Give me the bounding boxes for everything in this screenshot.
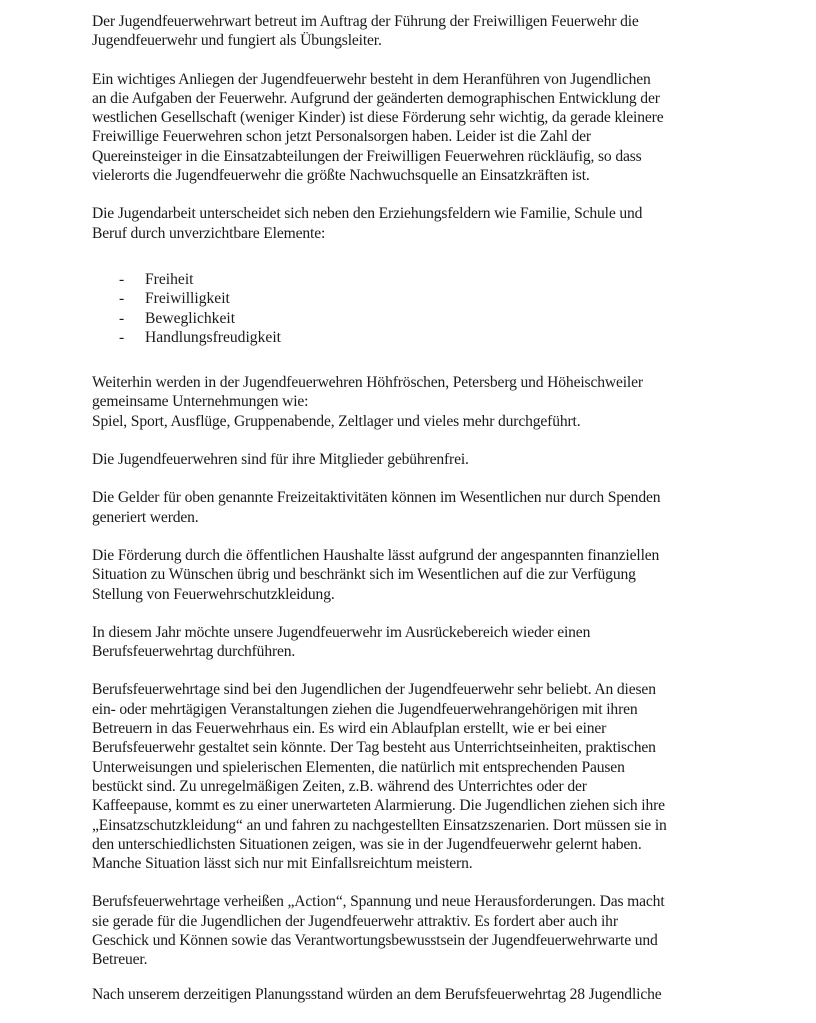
text-line: ein- oder mehrtägigen Veranstaltungen ziehen die Jugendfeuerwehrangehörigen mit ihren: [92, 700, 638, 718]
list-item: [92, 270, 742, 289]
text-line: westlichen Gesellschaft (weniger Kinder) ist diese Förderung sehr wichtig, da gerade kleinere: [92, 109, 664, 127]
text-line: Unterweisungen und spielerischen Elementen, die natürlich mit entsprechenden Pausen: [92, 758, 625, 776]
paragraph-gebuehrenfrei: [92, 450, 742, 469]
text-line: Freiwillige Feuerwehren schon jetzt Personalsorgen haben. Leider ist die Zahl der: [92, 128, 591, 146]
text-line: Nach unserem derzeitigen Planungsstand würden an dem Berufsfeuerwehrtag 28 Jugendliche: [92, 985, 662, 1003]
text-line: Betreuer.: [92, 951, 148, 969]
dash-bullet-icon: -: [119, 328, 125, 346]
text-line: den unterschiedlichsten Situationen zeigen, was sie in der Jugendfeuerwehr gelernt haben.: [92, 835, 642, 853]
text-line: an die Aufgaben der Feuerwehr. Aufgrund der geänderten demographischen Entwicklung der: [92, 89, 660, 107]
list-item: [92, 309, 742, 328]
text-line: Weiterhin werden in der Jugendfeuerwehren Höhfröschen, Petersberg und Höheischweiler: [92, 374, 643, 392]
paragraph-berufsfeuerwehrtage: [92, 680, 742, 873]
text-line: bestückt sind. Zu unregelmäßigen Zeiten, z.B. während des Unterrichtes oder der: [92, 777, 587, 795]
text-line: Situation zu Wünschen übrig und beschränkt sich im Wesentlichen auf die zur Verfügung: [92, 566, 636, 584]
paragraph-action: [92, 892, 742, 969]
text-line: Die Gelder für oben genannte Freizeitaktivitäten können im Wesentlichen nur durch Spenden: [92, 489, 661, 507]
paragraph-jugendarbeit: [92, 204, 742, 243]
dash-bullet-icon: -: [119, 309, 125, 327]
text-line: Die Jugendfeuerwehren sind für ihre Mitglieder gebührenfrei.: [92, 451, 469, 469]
text-line: Berufsfeuerwehrtage sind bei den Jugendlichen der Jugendfeuerwehr sehr beliebt. An diesen: [92, 681, 656, 699]
paragraph-planungsstand: [92, 985, 742, 1004]
text-line: Stellung von Feuerwehrschutzkleidung.: [92, 585, 335, 603]
text-line: Beruf durch unverzichtbare Elemente:: [92, 224, 326, 242]
paragraph-jugendfeuerwehrwart: [92, 12, 742, 51]
text-line: Jugendfeuerwehr und fungiert als Übungsleiter.: [92, 32, 382, 50]
document-page: [92, 12, 742, 1023]
dash-bullet-icon: -: [119, 290, 125, 308]
text-line: Betreuern in das Feuerwehrhaus ein. Es wird ein Ablaufplan erstellt, wie er bei einer: [92, 720, 607, 738]
text-line: Manche Situation lässt sich nur mit Einfallsreichtum meistern.: [92, 855, 473, 873]
text-line: sie gerade für die Jugendlichen der Jugendfeuerwehr attraktiv. Es fordert aber auch ihr: [92, 912, 618, 930]
text-line: Der Jugendfeuerwehrwart betreut im Auftrag der Führung der Freiwilligen Feuerwehr die: [92, 13, 639, 30]
text-line: In diesem Jahr möchte unsere Jugendfeuerwehr im Ausrückebereich wieder einen: [92, 623, 591, 641]
paragraph-foerderung: [92, 546, 742, 604]
text-line: Berufsfeuerwehrtage verheißen „Action“, Spannung und neue Herausforderungen. Das macht: [92, 893, 665, 911]
text-line: Quereinsteiger in die Einsatzabteilungen der Freiwilligen Feuerwehren rückläufig, so dass: [92, 147, 642, 165]
text-line: Berufsfeuerwehrtag durchführen.: [92, 643, 296, 661]
list-item: [92, 289, 742, 308]
dash-bullet-icon: -: [119, 270, 125, 288]
list-item: [92, 328, 742, 347]
paragraph-unternehmungen: [92, 373, 742, 431]
text-line: Die Jugendarbeit unterscheidet sich neben den Erziehungsfeldern wie Familie, Schule und: [92, 205, 643, 223]
list-item-text: Freiheit: [145, 270, 194, 288]
list-item-text: Handlungsfreudigkeit: [145, 328, 281, 346]
text-line: vielerorts die Jugendfeuerwehr die größte Nachwuchsquelle an Einsatzkräften ist.: [92, 167, 590, 185]
elements-list: [92, 270, 742, 347]
text-line: Ein wichtiges Anliegen der Jugendfeuerwehr besteht in dem Heranführen von Jugendlichen: [92, 70, 651, 88]
text-line: gemeinsame Unternehmungen wie:: [92, 393, 309, 411]
paragraph-anliegen: [92, 70, 742, 186]
paragraph-dieses-jahr: [92, 623, 742, 662]
text-line: Die Förderung durch die öffentlichen Haushalte lässt aufgrund der angespannten finanziellen: [92, 546, 660, 564]
paragraph-gelder: [92, 488, 742, 527]
list-item-text: Freiwilligkeit: [145, 290, 230, 308]
text-line: Berufsfeuerwehr gestaltet sein könnte. Der Tag besteht aus Unterrichtseinheiten, praktischen: [92, 739, 656, 757]
text-line: Spiel, Sport, Ausflüge, Gruppenabende, Zeltlager und vieles mehr durchgeführt.: [92, 412, 581, 430]
text-line: Geschick und Können sowie das Verantwortungsbewusstsein der Jugendfeuerwehrwarte und: [92, 931, 658, 949]
list-item-text: Beweglichkeit: [145, 309, 236, 327]
text-line: generiert werden.: [92, 508, 199, 526]
text-line: Kaffeepause, kommt es zu einer unerwarteten Alarmierung. Die Jugendlichen ziehen sich ihre: [92, 797, 665, 815]
text-line: „Einsatzschutzkleidung“ an und fahren zu nachgestellten Einsatzszenarien. Dort müssen sie in: [92, 816, 667, 834]
